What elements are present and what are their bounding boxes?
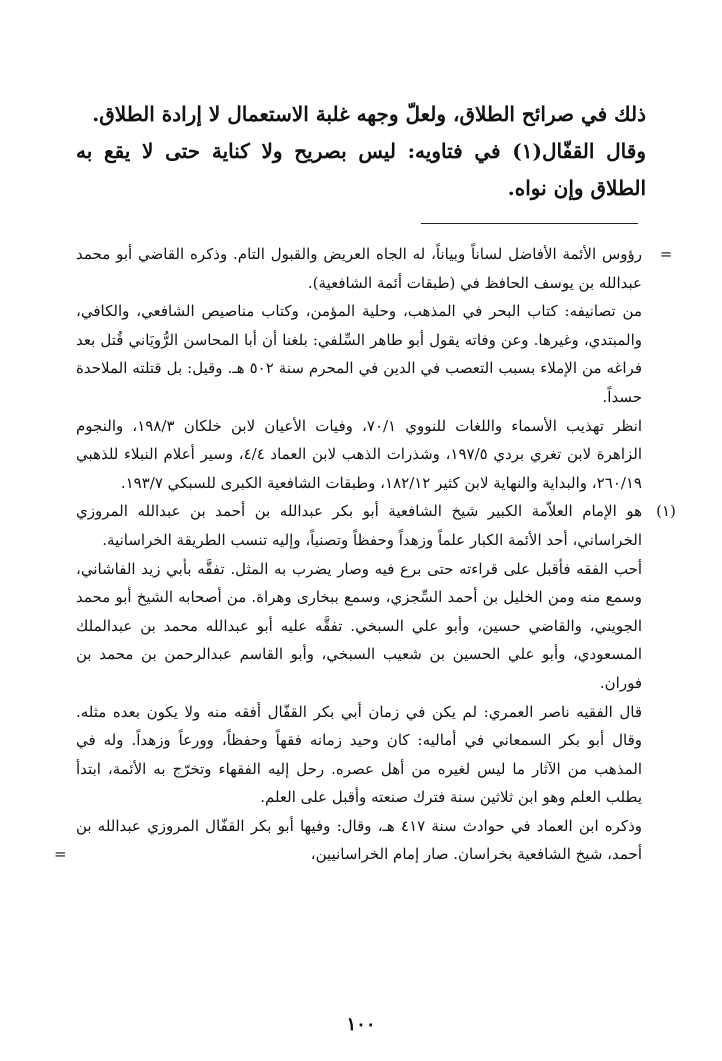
continued-marker: =	[659, 245, 673, 263]
main-text	[76, 96, 646, 207]
footnote-paragraph: قال الفقيه ناصر العمري: لم يكن في زمان أبي بكر القفّال أفقه منه ولا يكون بعده مثله. وقال أبو بكر السمعاني في أماليه: كان وحيد زمانه فقهاً وحفظاً، وورعاً وزهداً. وله في المذهب من الآثار ما ليس لغيره من أهل عصره. رحل إليه الفقهاء وتخرّج به الأئمة، ابتدأ يطلب العلم وهو ابن ثلاثين سنة فترك صنعته وأقبل على العلم.	[76, 702, 642, 807]
footnote-paragraph: أحب الفقه فأقبل على قراءته حتى برع فيه وصار يضرب به المثل. تفقَّه بأبي زيد الفاشاني، وسمع منه ومن الخليل بن أحمد السِّجزي، وسمع ببخارى وهراة. من أصحابه الشيخ أبو محمد الجويني، والقاضي حسين، وأبو علي السبخي. تفقَّه عليه أبو عبدالله محمد بن عبدالملك المسعودي، وأبو علي الحسين بن شعيب السبخي، وأبو القاسم عبدالرحمن بن محمد بن فوران.	[76, 559, 642, 692]
main-paragraph-2: وقال القفّال(١) في فتاويه: ليس بصريح ولا كناية حتى لا يقع به الطلاق وإن نواه.	[76, 139, 646, 200]
footnote-continued	[76, 240, 673, 497]
footnotes	[54, 240, 676, 869]
footnote-separator	[421, 223, 638, 224]
footnote-paragraph-last	[54, 812, 642, 869]
page-number: ١٠٠	[346, 1014, 376, 1035]
footnote-paragraph: من تصانيفه: كتاب البحر في المذهب، وحلية المؤمن، وكتاب مناصيص الشافعي، والكافي، والمبتدي، وغيرها. وعن وفاته يقول أبو طاهر السِّلفي: بلغنا أن أبا المحاسن الرُّويَاني قُتل بعد فراغه من الإملاء بسبب التعصب في الدين في المحرم سنة ٥٠٢ هـ. وقيل: بل قتلته الملاحدة حسداً.	[76, 302, 642, 406]
footnote-paragraph: رؤوس الأئمة الأفاضل لساناً وبياناً، له الجاه العريض والقبول التام. وذكره القاضي أبو محمد عبدالله بن يوسف الحافظ في (طبقات أئمة الشافعية).	[76, 245, 642, 292]
footnote-paragraph: هو الإمام العلاّمة الكبير شيخ الشافعية أبو بكر عبدالله بن أحمد بن عبدالله المروزي الخراساني، أحد الأئمة الكبار علماً وزهداً وحفظاً وتصنياً، وإليه تنسب الطريقة الخراسانية.	[76, 502, 642, 549]
footnote-paragraph: انظر تهذيب الأسماء واللغات للنووي ٧٠/١، وفيات الأعيان لابن خلكان ١٩٨/٣، والنجوم الزاهرة لابن تغري بردي ١٩٧/٥، وشذرات الذهب لابن العماد ٤/٤، وسير أعلام النبلاء للذهبي ٢٦٠/١٩، والبداية والنهاية لابن كثير ١٨٢/١٢، وطبقات الشافعية الكبرى للسبكي ١٩٣/٧.	[76, 416, 643, 492]
footnote-last-text: وذكره ابن العماد في حوادث سنة ٤١٧ هـ، وقال: وفيها أبو بكر القفّال المروزي عبدالله بن أحمد، شيخ الشافعية بخراسان. صار إمام الخراسانيين،	[76, 816, 642, 864]
footnote-1-marker: (١)	[656, 502, 676, 521]
footnote-1	[54, 497, 676, 869]
main-paragraph-1: ذلك في صرائح الطلاق، ولعلّ وجهه غلبة الاستعمال لا إرادة الطلاق.	[92, 102, 646, 126]
continuation-marker: =	[54, 845, 67, 864]
